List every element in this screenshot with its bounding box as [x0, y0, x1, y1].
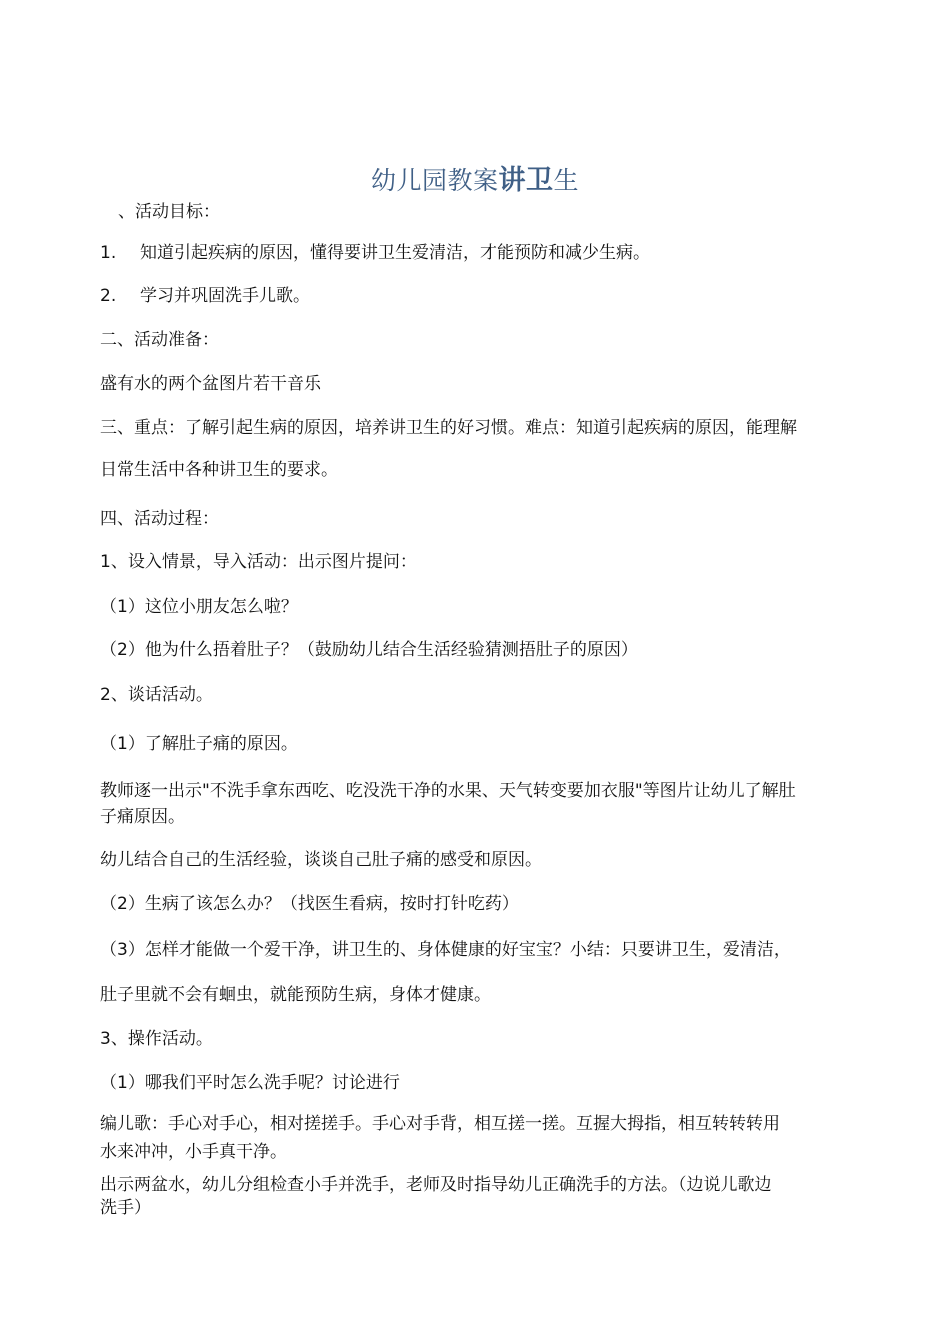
paragraph: （1）哪我们平时怎么洗手呢？讨论进行 — [100, 1073, 400, 1093]
paragraph: 2、谈话活动。 — [100, 685, 213, 705]
paragraph: 幼儿结合自己的生活经验，谈谈自己肚子痛的感受和原因。 — [100, 850, 542, 870]
paragraph: 子痛原因。 — [100, 807, 185, 827]
paragraph: 教师逐一出示"不洗手拿东西吃、吃没洗干净的水果、天气转变要加衣服"等图片让幼儿了解肚 — [100, 781, 796, 801]
paragraph: 3、操作活动。 — [100, 1029, 213, 1049]
paragraph: 水来冲冲，小手真干净。 — [100, 1142, 287, 1162]
paragraph: （2）生病了该怎么办？（找医生看病，按时打针吃药） — [100, 894, 519, 914]
paragraph: 编儿歌：手心对手心，相对搓搓手。手心对手背，相互搓一搓。互握大拇指，相互转转转用 — [100, 1114, 780, 1134]
item-text: 知道引起疾病的原因，懂得要讲卫生爱清洁，才能预防和减少生病。 — [140, 243, 650, 263]
title-part: 生 — [553, 166, 580, 195]
paragraph: 三、重点：了解引起生病的原因，培养讲卫生的好习惯。难点：知道引起疾病的原因，能理解 — [100, 418, 797, 438]
title-part: 幼儿园教案 — [370, 166, 499, 195]
paragraph: 日常生活中各种讲卫生的要求。 — [100, 460, 338, 480]
section-heading: 、活动目标： — [118, 202, 220, 222]
paragraph: （2）他为什么捂着肚子？（鼓励幼儿结合生活经验猜测捂肚子的原因） — [100, 640, 638, 660]
paragraph: 肚子里就不会有蛔虫，就能预防生病，身体才健康。 — [100, 985, 491, 1005]
paragraph: 盛有水的两个盆图片若干音乐 — [100, 374, 321, 394]
numbered-item — [100, 285, 310, 307]
paragraph: （3）怎样才能做一个爱干净，讲卫生的、身体健康的好宝宝？小结：只要讲卫生，爱清洁， — [100, 940, 791, 960]
paragraph: 1、设入情景，导入活动：出示图片提问： — [100, 552, 417, 572]
page-title — [0, 158, 950, 197]
paragraph: 出示两盆水，幼儿分组检查小手并洗手，老师及时指导幼儿正确洗手的方法。（边说儿歌边 — [100, 1175, 772, 1195]
section-heading: 四、活动过程： — [100, 509, 219, 529]
title-emphasis: 讲卫 — [498, 165, 554, 196]
section-heading: 二、活动准备： — [100, 330, 219, 350]
item-number: 2. — [100, 286, 117, 306]
paragraph: （1）这位小朋友怎么啦？ — [100, 597, 298, 617]
paragraph: （1）了解肚子痛的原因。 — [100, 734, 298, 754]
numbered-item — [100, 242, 650, 264]
paragraph: 洗手） — [100, 1198, 151, 1218]
item-text: 学习并巩固洗手儿歌。 — [140, 286, 310, 306]
item-number: 1. — [100, 243, 117, 263]
